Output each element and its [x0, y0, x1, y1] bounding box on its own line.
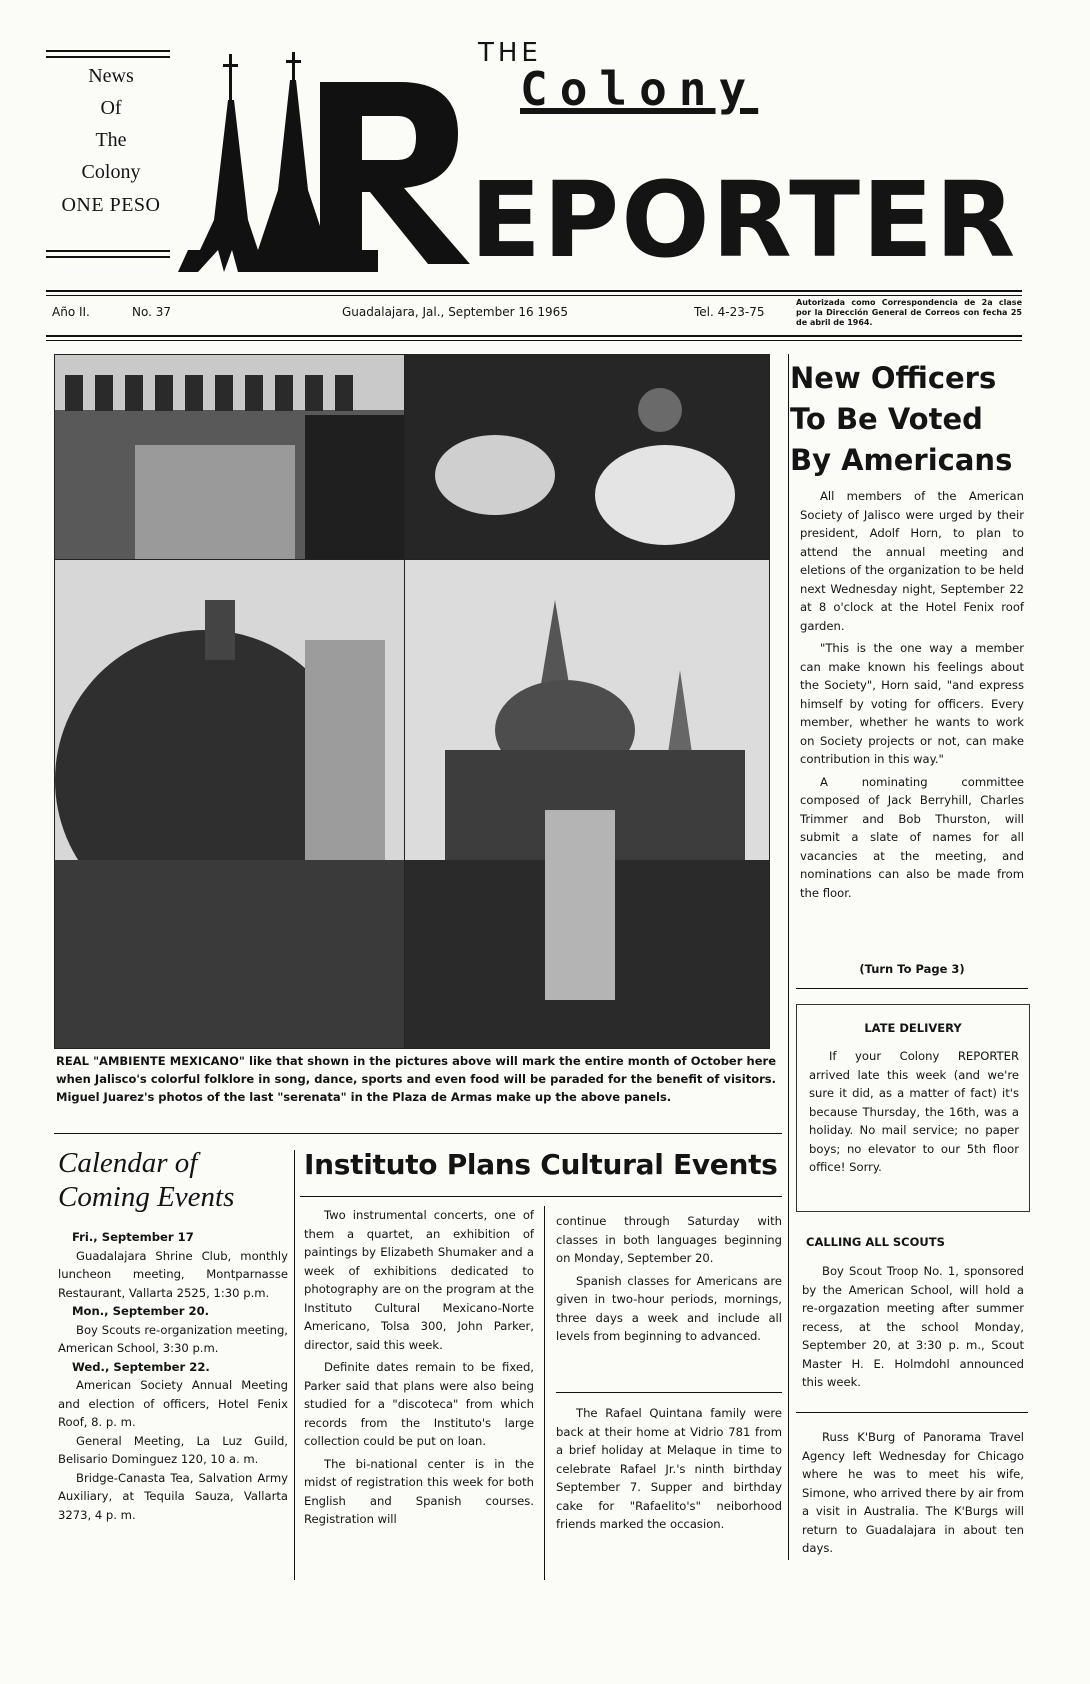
calendar-item: American Society Annual Meeting and election of officers, Hotel Fenix Roof, 8. p. m.	[58, 1378, 288, 1429]
scouts-text: Boy Scout Troop No. 1, sponsored by the American School, will hold a re-orgazation meeting after summer recess, at the school Monday, September 20, at 3:30 p. m., Scout Master H. E. Holmdohl announced this week.	[802, 1264, 1024, 1389]
price-label: ONE PESO	[61, 194, 161, 216]
officers-paragraph: A nominating committee composed of Jack Berryhill, Charles Trimmer and Bob Thurston, will submit a slate of names for all vacancies at the meeting, and nominations can also be made from the floor.	[800, 774, 1024, 900]
instituto-column-2	[556, 1212, 782, 1350]
calendar-list	[58, 1228, 288, 1524]
scouts-title: CALLING ALL SCOUTS	[806, 1235, 945, 1249]
officers-paragraph: All members of the American Society of Jalisco were urged by their president, Adolf Horn, to plan to attend the annual meeting and eletions of the organization to be held next Wednesday night, September 22 at 8 o'clock at the Hotel Fenix roof garden.	[800, 489, 1024, 633]
calendar-title-line: Coming Events	[58, 1181, 235, 1213]
calendar-item: Boy Scouts re-organization meeting, American School, 3:30 p.m.	[58, 1322, 288, 1355]
officers-headline	[790, 358, 1030, 481]
calendar-title-line: Calendar of	[58, 1147, 198, 1179]
calendar-date: Mon., September 20.	[72, 1304, 210, 1318]
masthead-colony: Colony	[520, 62, 759, 116]
officers-story	[800, 487, 1024, 906]
postal-authorization: Autorizada como Correspondencia de 2a clase por la Dirección General de Correos con fecha 25 de abril de 1964.	[796, 298, 1022, 327]
calendar-item: Bridge-Canasta Tea, Salvation Army Auxiliary, at Tequila Sauza, Vallarta 3273, 4 p. m.	[58, 1470, 288, 1522]
turn-to-page: (Turn To Page 3)	[859, 962, 965, 976]
late-delivery-box	[796, 1004, 1030, 1212]
phone-number: Tel. 4-23-75	[694, 305, 765, 319]
late-delivery-title: LATE DELIVERY	[864, 1021, 962, 1035]
calendar-item: General Meeting, La Luz Guild, Belisario Dominguez 120, 10 a. m.	[58, 1433, 288, 1466]
photo-cathedral	[404, 559, 770, 1049]
officers-headline-line: To Be Voted	[790, 402, 983, 436]
instituto-paragraph: continue through Saturday with classes in both languages beginning on Monday, September 20.	[556, 1214, 782, 1265]
photo-kiosk	[54, 559, 406, 1049]
photo-plaza-crowd	[54, 354, 406, 561]
officers-paragraph: "This is the one way a member can make known his feelings about the Society", Horn said, "and express himself by voting for officers. Every member, whether he wants to work on Society projects or not, can make contribution in this way."	[800, 641, 1024, 766]
instituto-paragraph: The bi-national center is in the midst of registration this week for both English and Spanish courses. Registration will	[304, 1456, 534, 1526]
officers-headline-line: New Officers	[790, 361, 997, 395]
photo-dancer	[404, 354, 770, 561]
masthead-the: THE	[478, 38, 542, 68]
calendar-date: Wed., September 22.	[72, 1359, 210, 1374]
issue-year: Año II.	[52, 305, 90, 319]
calendar-item: Guadalajara Shrine Club, monthly luncheon meeting, Montparnasse Restaurant, Vallarta 2525, 1:30 p.m.	[58, 1248, 288, 1300]
calendar-title	[58, 1146, 288, 1214]
calendar-date: Fri., September 17	[72, 1230, 194, 1244]
calendar-entry	[58, 1358, 288, 1525]
quintana-text: The Rafael Quintana family were back at their home at Vidrio 781 from a brief holiday at Melaque in time to celebrate Rafael Jr.'s ninth birthday September 7. Supper and birthday cake for "Rafaelito's" neiborhood friends marked the occasion.	[556, 1406, 782, 1531]
officers-headline-line: By Americans	[790, 443, 1013, 477]
issue-date: Guadalajara, Jal., September 16 1965	[342, 305, 568, 319]
instituto-column-1	[304, 1206, 534, 1533]
ear-line: The	[95, 129, 127, 151]
kburg-text: Russ K'Burg of Panorama Travel Agency left Wednesday for Chicago where he was to meet his wife, Simone, who arrived there by air from a visit in Australia. The K'Burgs will return to Guadalajara in about ten days.	[802, 1430, 1024, 1555]
instituto-paragraph: Definite dates remain to be fixed, Parker said that plans were also being studied for a "discoteca" from which records from the Instituto's large collection could be put on loan.	[304, 1360, 534, 1448]
masthead-reporter: EPORTER	[470, 159, 1018, 281]
instituto-headline: Instituto Plans Cultural Events	[304, 1148, 778, 1181]
photo-caption: REAL "AMBIENTE MEXICANO" like that shown in the pictures above will mark the entire month of October here when Jalisco's colorful folklore in song, dance, sports and even food will be paraded for the benefit of visitors. Miguel Juarez's photos of the last "serenata" in the Plaza de Armas make up the above panels.	[56, 1054, 776, 1104]
ear-line: Colony	[81, 161, 141, 183]
instituto-paragraph: Spanish classes for Americans are given in two-hour periods, mornings, three days a week and include all levels from beginning to advanced.	[556, 1273, 782, 1343]
reporter-initial	[320, 82, 470, 264]
calendar-entry	[58, 1228, 288, 1302]
issue-number: No. 37	[132, 305, 172, 319]
ear-line: Of	[100, 97, 122, 119]
calendar-entry	[58, 1302, 288, 1358]
instituto-paragraph: Two instrumental concerts, one of them a quartet, an exhibition of paintings by Elizabeth Shumaker and a week of exhibitions dedicated to photography are on the program at the Instituto Cultural Mexicano-Norte Americano, Tolsa 300, John Parker, director, said this week.	[304, 1208, 534, 1352]
ear-line: News	[88, 65, 134, 87]
late-delivery-text: If your Colony REPORTER arrived late this week (and we're sure it did, as a matter of fact) it's because Thursday, the 16th, was a holiday. No mail service; no paper boys; no elevator to our 5th floor office! Sorry.	[809, 1049, 1019, 1174]
masthead-ear	[46, 60, 176, 217]
